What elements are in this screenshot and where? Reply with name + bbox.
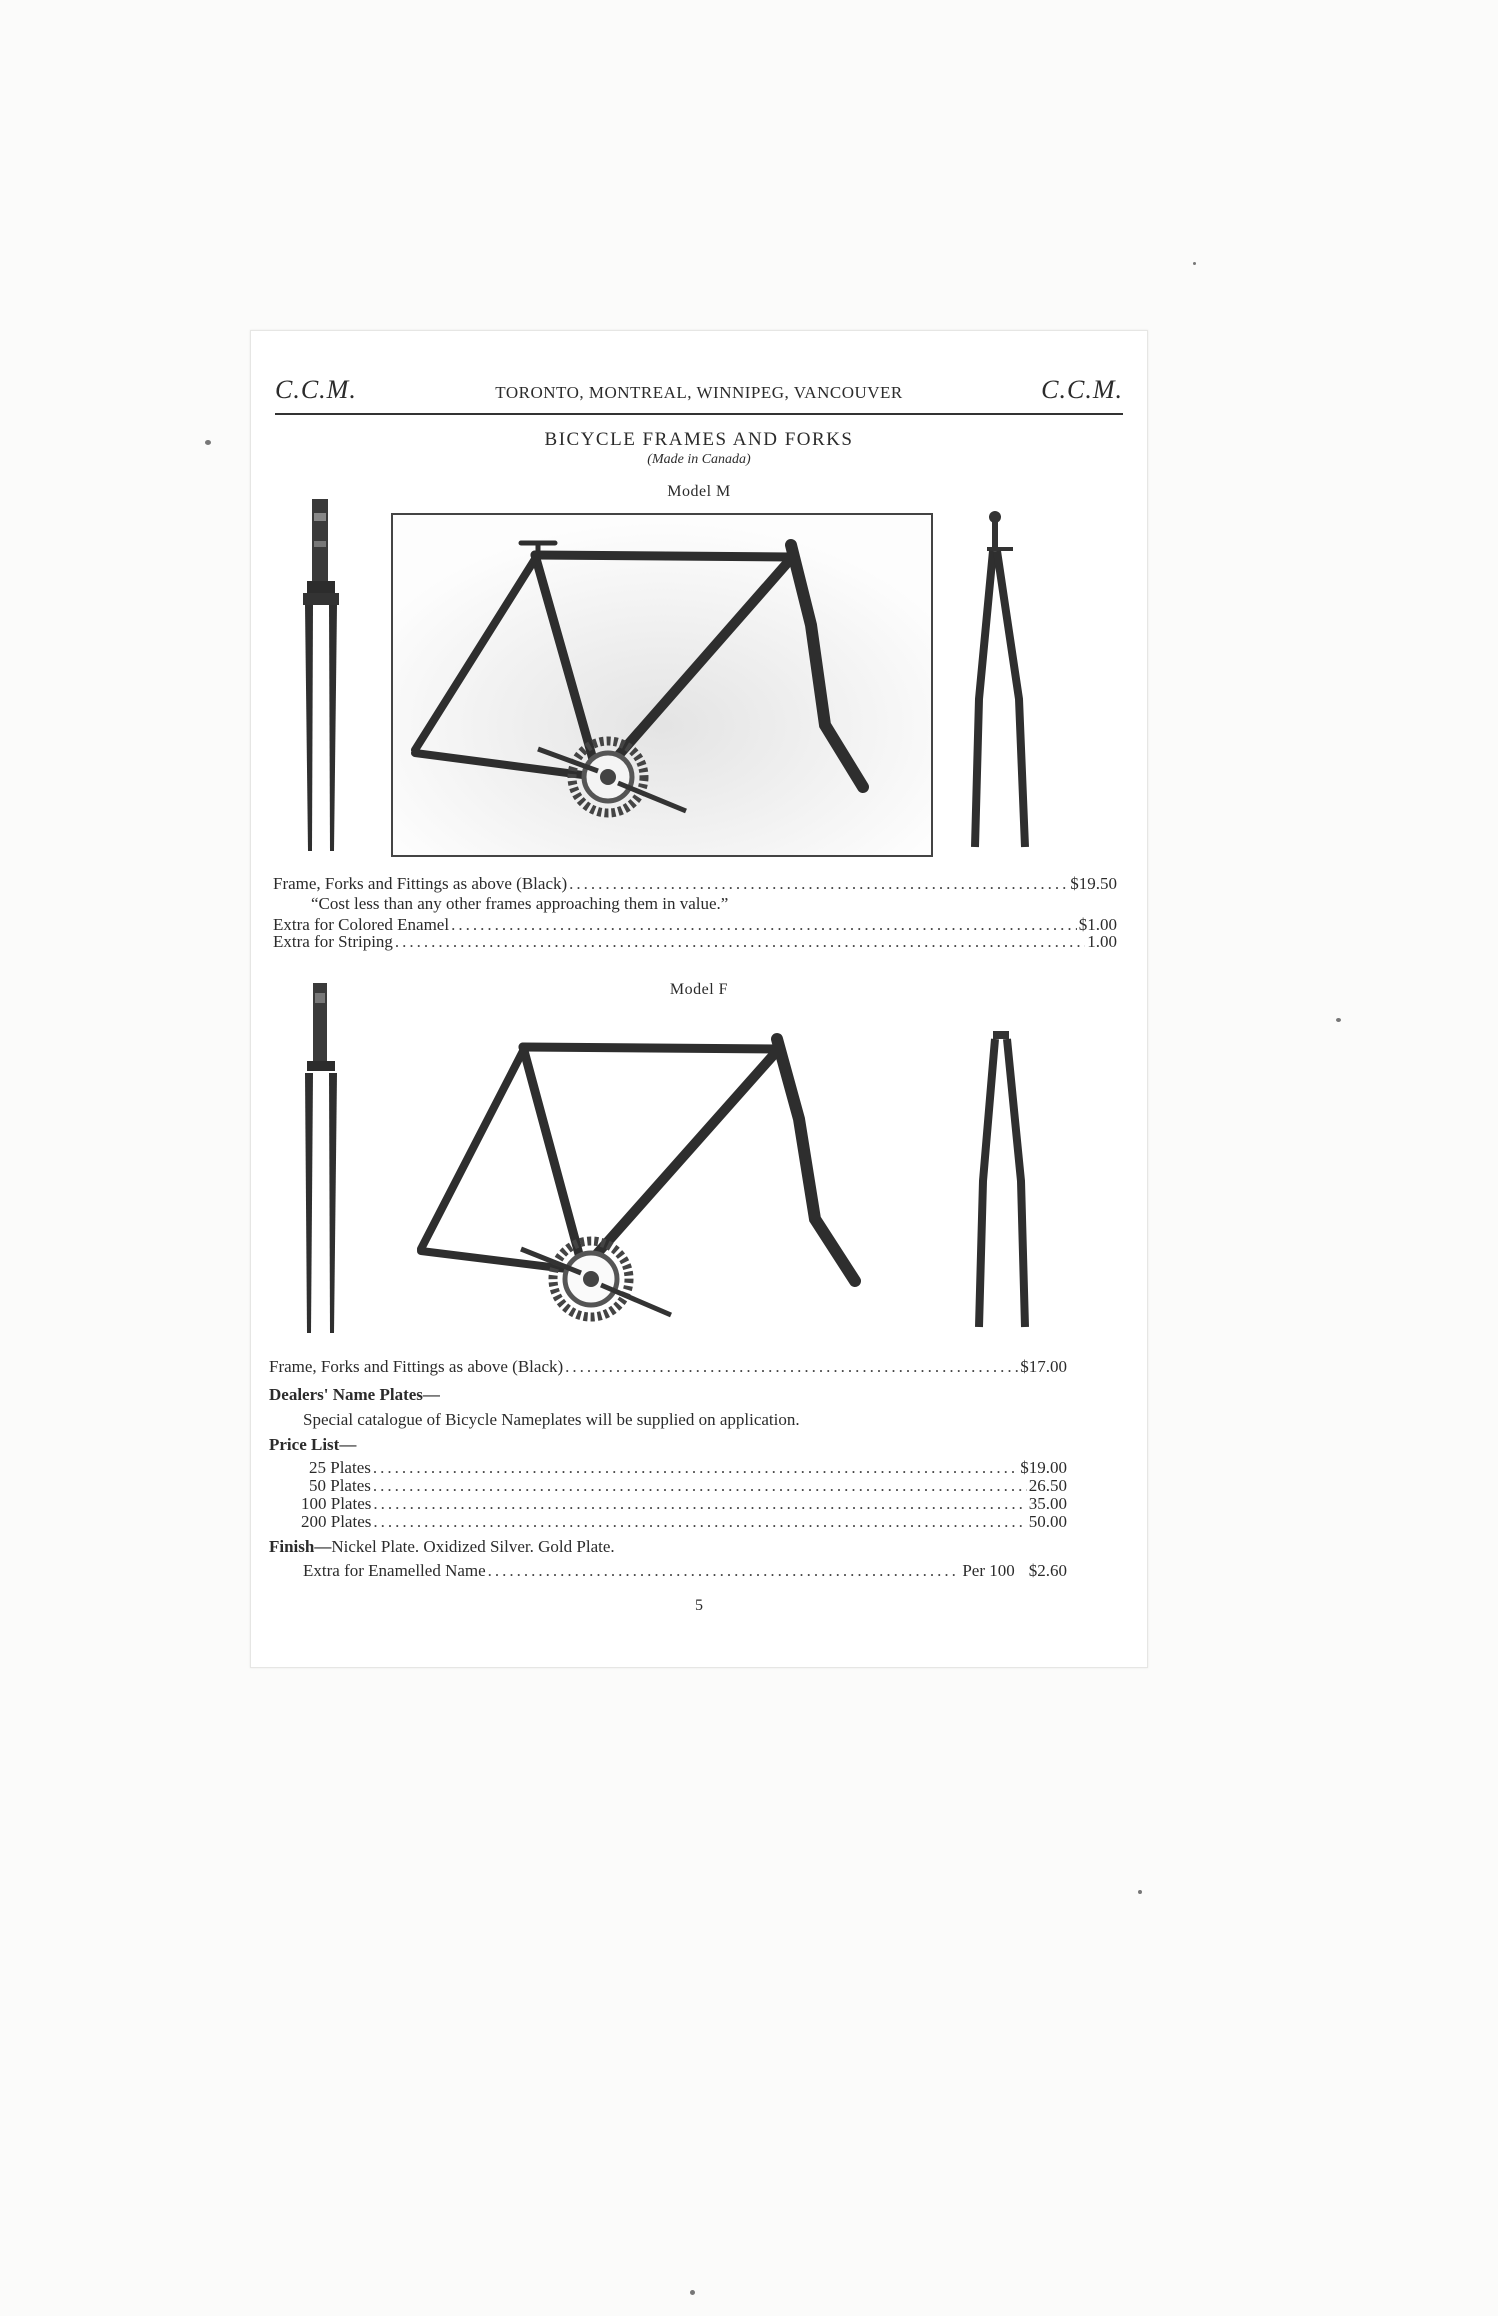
leader-dots bbox=[569, 874, 1068, 894]
price-label: Extra for Enamelled Name bbox=[303, 1561, 486, 1580]
price-label: 50 Plates bbox=[309, 1476, 371, 1495]
price-list-row bbox=[301, 1512, 1067, 1532]
model-f-price-row bbox=[269, 1357, 1067, 1377]
cities-line: TORONTO, MONTREAL, WINNIPEG, VANCOUVER bbox=[495, 383, 903, 402]
finish-label: Finish— bbox=[269, 1537, 332, 1556]
model-f-fork-front-illustration bbox=[291, 983, 351, 1339]
model-m-label: Model M bbox=[667, 483, 731, 500]
nameplates-description: Special catalogue of Bicycle Nameplates will be supplied on application. bbox=[303, 1410, 800, 1429]
striping-row bbox=[273, 932, 1117, 952]
leader-dots bbox=[373, 1458, 1018, 1478]
leader-dots bbox=[395, 932, 1085, 952]
price-value: 50.00 bbox=[1028, 1512, 1067, 1531]
page-title: BICYCLE FRAMES AND FORKS bbox=[544, 429, 854, 450]
leader-dots bbox=[373, 1512, 1026, 1532]
model-m-frame-illustration bbox=[393, 515, 931, 855]
price-label: Extra for Colored Enamel bbox=[273, 915, 450, 934]
price-label: Extra for Striping bbox=[273, 932, 393, 951]
model-f-label: Model F bbox=[669, 981, 729, 998]
scan-speck bbox=[1336, 1018, 1341, 1022]
price-list-row bbox=[301, 1494, 1067, 1514]
enamelled-name-row bbox=[303, 1561, 1067, 1581]
finish-options: Nickel Plate. Oxidized Silver. Gold Plate. bbox=[331, 1537, 615, 1556]
price-value: 26.50 bbox=[1028, 1476, 1067, 1495]
price-value: $2.60 bbox=[1028, 1561, 1067, 1580]
page-subtitle: (Made in Canada) bbox=[647, 452, 751, 467]
leader-dots bbox=[488, 1561, 961, 1581]
model-f-fork-side-illustration bbox=[973, 1031, 1033, 1331]
model-m-quote: “Cost less than any other frames approaching them in value.” bbox=[311, 894, 729, 913]
model-m-fork-side-illustration bbox=[967, 509, 1037, 851]
scan-speck bbox=[1193, 262, 1196, 265]
price-label: Frame, Forks and Fittings as above (Black) bbox=[273, 874, 568, 893]
price-value: 1.00 bbox=[1087, 932, 1117, 951]
scan-speck bbox=[205, 440, 211, 445]
scan-speck bbox=[690, 2290, 695, 2295]
price-label: 25 Plates bbox=[309, 1458, 371, 1477]
leader-dots bbox=[565, 1357, 1018, 1377]
model-m-frame-photo bbox=[391, 513, 933, 857]
price-unit: Per 100 bbox=[962, 1561, 1015, 1580]
brand-left: C.C.M. bbox=[275, 375, 357, 404]
price-label: 200 Plates bbox=[301, 1512, 372, 1531]
model-f-frame-illustration bbox=[391, 1019, 911, 1339]
page-number: 5 bbox=[695, 1597, 703, 1614]
price-value: $1.00 bbox=[1078, 915, 1117, 934]
price-label: Frame, Forks and Fittings as above (Black) bbox=[269, 1357, 564, 1376]
brand-right: C.C.M. bbox=[1041, 375, 1123, 404]
scan-speck bbox=[1138, 1890, 1142, 1894]
price-list-row bbox=[309, 1476, 1067, 1496]
finish-line bbox=[269, 1537, 615, 1557]
dealers-name-plates-heading: Dealers' Name Plates— bbox=[269, 1385, 440, 1404]
price-list-row bbox=[309, 1458, 1067, 1478]
catalogue-page bbox=[250, 330, 1148, 1668]
model-m-price-row bbox=[273, 874, 1117, 894]
price-label: 100 Plates bbox=[301, 1494, 372, 1513]
page-header bbox=[275, 371, 1123, 415]
price-list-heading: Price List— bbox=[269, 1435, 357, 1454]
leader-dots bbox=[373, 1494, 1026, 1514]
model-m-fork-front-illustration bbox=[291, 499, 351, 859]
leader-dots bbox=[373, 1476, 1027, 1496]
price-value: 35.00 bbox=[1028, 1494, 1067, 1513]
price-value: $19.00 bbox=[1020, 1458, 1067, 1477]
price-value: $19.50 bbox=[1070, 874, 1117, 893]
price-value: $17.00 bbox=[1020, 1357, 1067, 1376]
